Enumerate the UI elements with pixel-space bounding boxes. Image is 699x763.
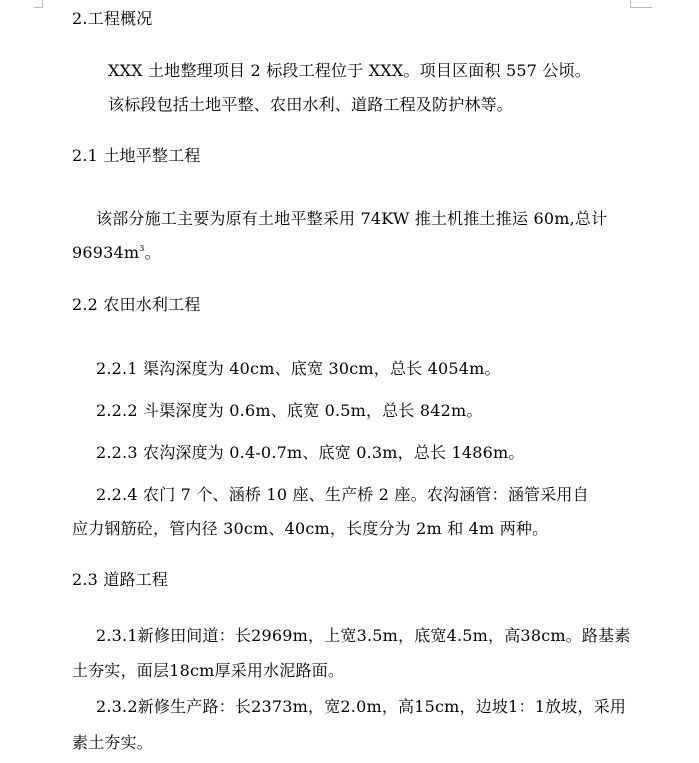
land-leveling-paragraph-line: 该部分施工主要为原有土地平整采用 74KW 推土机推土推运 60m,总计 — [96, 209, 608, 228]
section-heading-2-1: 2.1 土地平整工程 — [72, 146, 201, 165]
section-heading-2-2: 2.2 农田水利工程 — [72, 295, 201, 314]
overview-paragraph-line: 该标段包括土地平整、农田水利、道路工程及防护林等。 — [108, 95, 514, 114]
irrigation-item-2-2-3: 2.2.3 农沟深度为 0.4-0.7m、底宽 0.3m，总长 1486m。 — [96, 443, 525, 462]
road-item-2-3-1: 2.3.1新修田间道：长2969m，上宽3.5m，底宽4.5m，高38cm。路基素 — [96, 626, 631, 645]
overview-paragraph-line: XXX 土地整理项目 2 标段工程位于 XXX。项目区面积 557 公顷。 — [108, 61, 591, 80]
crop-mark-top-left — [42, 0, 43, 7]
road-item-2-3-2: 2.3.2新修生产路：长2373m，宽2.0m，高15cm，边坡1：1放坡，采用 — [96, 697, 627, 716]
irrigation-item-2-2-4: 2.2.4 农门 7 个、涵桥 10 座、生产桥 2 座。农沟涵管：涵管采用自 — [96, 485, 589, 504]
irrigation-item-2-2-4: 应力钢筋砼，管内径 30cm、40cm，长度分为 2m 和 4m 两种。 — [72, 519, 549, 538]
irrigation-item-2-2-1: 2.2.1 渠沟深度为 40cm、底宽 30cm，总长 4054m。 — [96, 359, 501, 378]
irrigation-item-2-2-2: 2.2.2 斗渠深度为 0.6m、底宽 0.5m，总长 842m。 — [96, 401, 483, 420]
section-heading-2-3: 2.3 道路工程 — [72, 570, 169, 589]
sentence-end: 。 — [144, 243, 161, 262]
crop-mark-top-right — [630, 0, 631, 7]
section-heading-2: 2.工程概况 — [72, 9, 153, 28]
earthwork-volume: 96934m — [72, 243, 140, 262]
road-item-2-3-1: 土夯实，面层18cm厚采用水泥路面。 — [72, 661, 345, 680]
road-item-2-3-2: 素土夯实。 — [72, 733, 154, 752]
crop-mark-top-left — [34, 7, 43, 8]
crop-mark-top-right — [630, 7, 652, 8]
cubic-superscript: 3 — [139, 244, 145, 253]
land-leveling-paragraph-line — [72, 243, 161, 263]
